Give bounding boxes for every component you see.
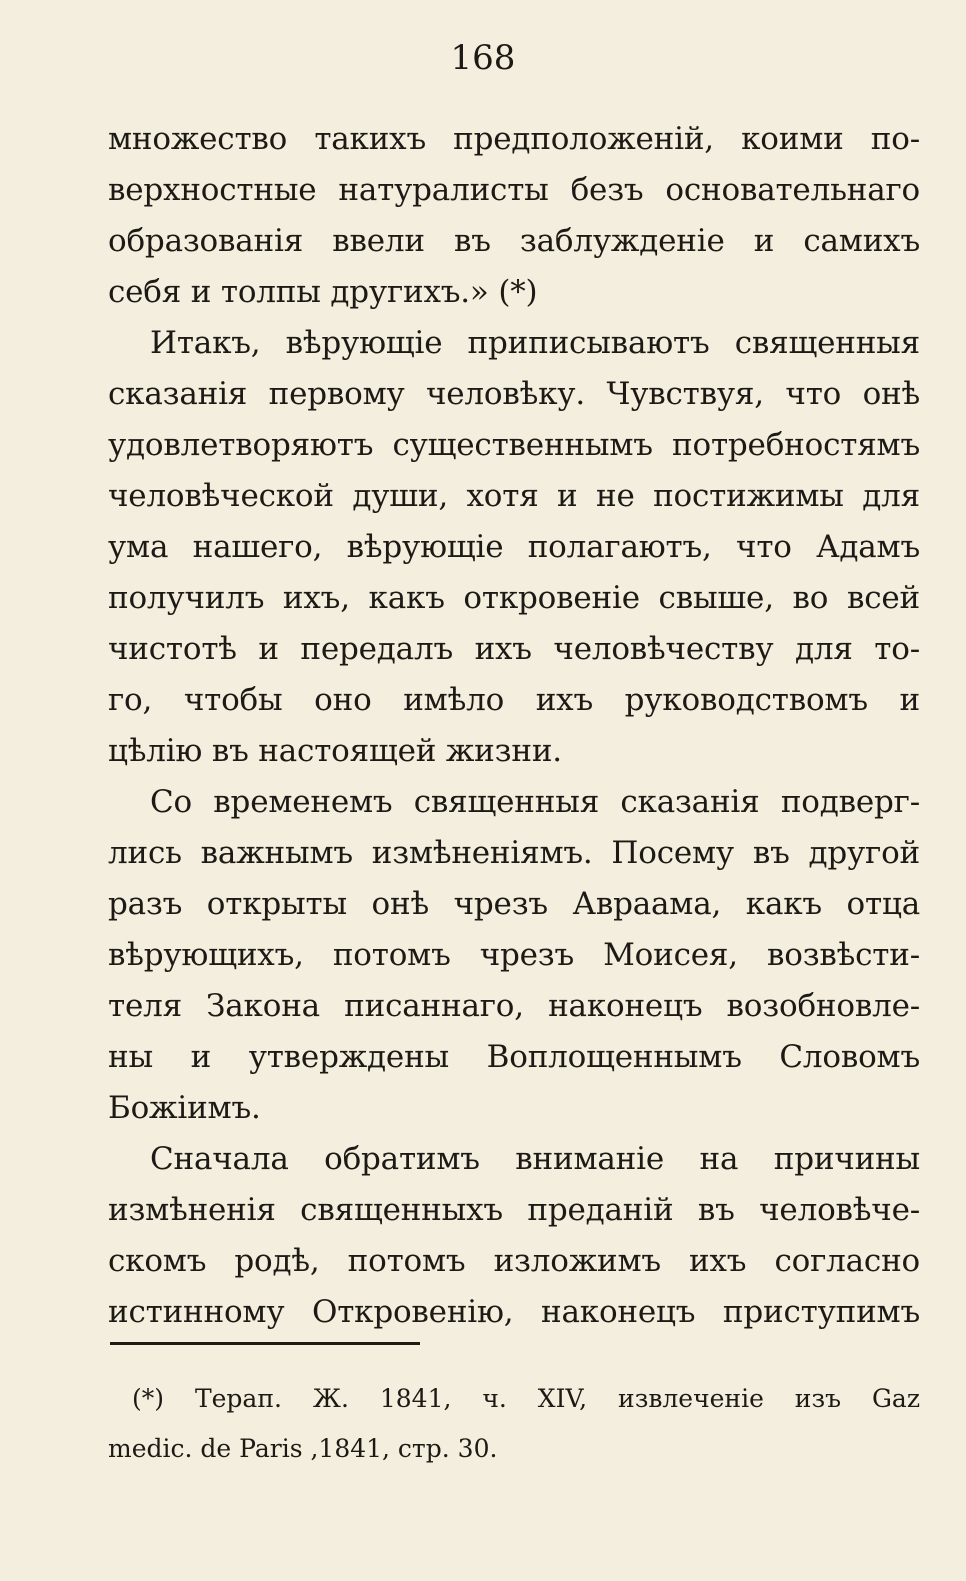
text-line: сказанія первому человѣку. Чувствуя, что онѣ [108, 376, 920, 412]
footnote-line: medic. de Paris ,1841, стр. 30. [108, 1434, 498, 1463]
text-line: Божіимъ. [108, 1090, 261, 1126]
text-line: Со временемъ священныя сказанія подверг- [150, 784, 920, 820]
text-line: го, чтобы оно имѣло ихъ руководствомъ и [108, 682, 920, 718]
text-line: получилъ ихъ, какъ откровеніе свыше, во всей [108, 580, 920, 616]
text-line: ума нашего, вѣрующіе полагаютъ, что Адамъ [108, 529, 920, 565]
text-line: теля Закона писаннаго, наконецъ возобновле- [108, 988, 920, 1024]
text-line: разъ открыты онѣ чрезъ Авраама, какъ отца [108, 886, 920, 922]
paragraph-1 [108, 114, 920, 318]
text-line: измѣненія священныхъ преданій въ человѣче- [108, 1192, 920, 1228]
text-line: удовлетворяютъ существеннымъ потребностямъ [108, 427, 920, 463]
text-line: вѣрующихъ, потомъ чрезъ Моисея, возвѣсти- [108, 937, 920, 973]
text-line: ны и утверждены Воплощеннымъ Словомъ [108, 1039, 920, 1075]
footnote [108, 1374, 920, 1474]
text-line: чистотѣ и передалъ ихъ человѣчеству для то- [108, 631, 920, 667]
page-number: 168 [450, 38, 516, 78]
paragraph-2 [108, 318, 920, 777]
text-line: себя и толпы другихъ.» (*) [108, 274, 538, 310]
footnote-divider [110, 1342, 420, 1345]
text-line: цѣлію въ настоящей жизни. [108, 733, 562, 769]
text-line: человѣческой души, хотя и не постижимы для [108, 478, 920, 514]
footnote-line: (*) Терап. Ж. 1841, ч. XIV, извлеченіе изъ Gaz [132, 1384, 920, 1413]
text-line: Сначала обратимъ вниманіе на причины [150, 1141, 920, 1177]
main-text [108, 114, 920, 1338]
text-line: Итакъ, вѣрующіе приписываютъ священныя [150, 325, 920, 361]
text-line: образованія ввели въ заблужденіе и самихъ [108, 223, 920, 259]
paragraph-3 [108, 777, 920, 1134]
paragraph-4 [108, 1134, 920, 1338]
text-line: истинному Откровенію, наконецъ приступимъ [108, 1294, 920, 1330]
text-line: лись важнымъ измѣненіямъ. Посему въ другой [108, 835, 920, 871]
text-line: верхностные натуралисты безъ основательнаго [108, 172, 920, 208]
text-line: множество такихъ предположеній, коими по- [108, 121, 920, 157]
text-line: скомъ родѣ, потомъ изложимъ ихъ согласно [108, 1243, 920, 1279]
